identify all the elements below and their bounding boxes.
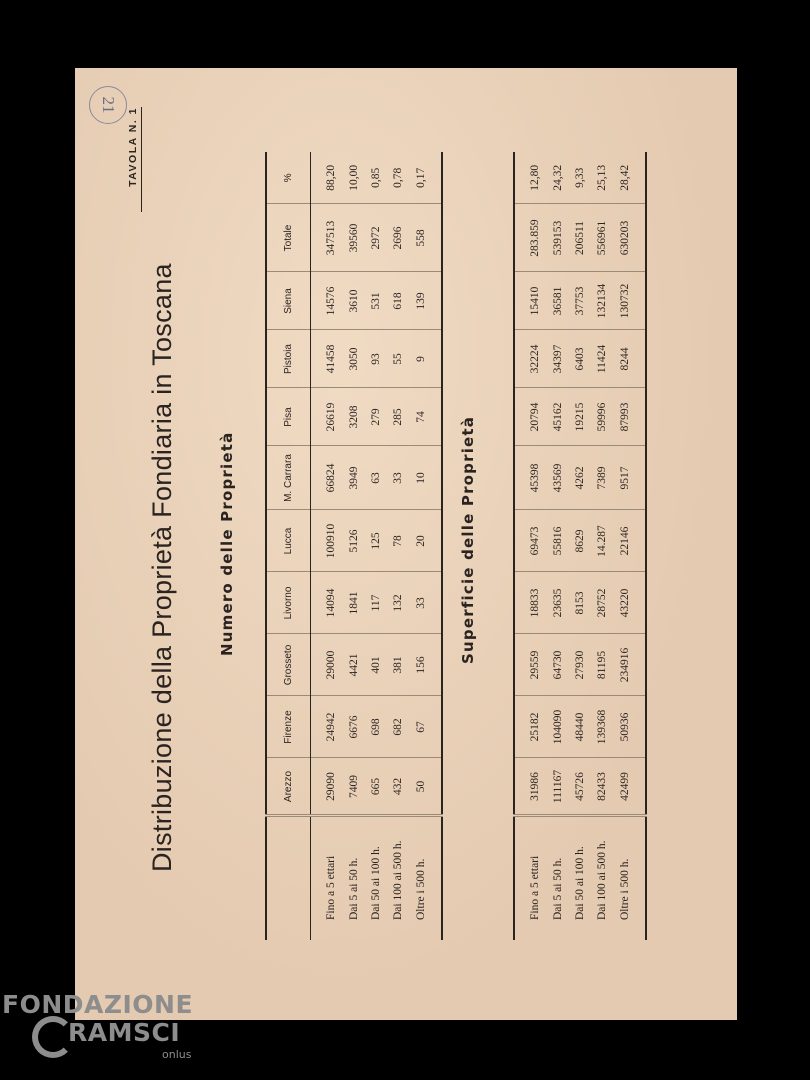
- fondazione-gramsci-logo: [0, 990, 200, 1070]
- table-cell: 34397: [547, 330, 569, 388]
- table-row: [311, 152, 344, 940]
- table-cell: 665: [365, 758, 387, 816]
- table-cell: 206511: [569, 204, 591, 272]
- table-cell: 347513: [311, 204, 344, 272]
- table-cell: 381: [387, 634, 409, 696]
- table-cell: 8629: [569, 510, 591, 572]
- table-cell: 0,17: [409, 152, 442, 204]
- table-cell: 25,13: [591, 152, 613, 204]
- table-cell: 4421: [343, 634, 365, 696]
- table-cell: 50: [409, 758, 442, 816]
- table-cell: 59996: [591, 388, 613, 446]
- archive-stamp: 21: [89, 86, 127, 124]
- column-header: Lucca: [266, 510, 311, 572]
- table-cell: 37753: [569, 272, 591, 330]
- column-header: [266, 816, 311, 940]
- table-row: [613, 152, 646, 940]
- column-header: %: [266, 152, 311, 204]
- table-cell: 279: [365, 388, 387, 446]
- table-row: [409, 152, 442, 940]
- page-title: Distribuzione della Proprietà Fondiaria in Toscana: [147, 263, 177, 872]
- table-cell: 10,00: [343, 152, 365, 204]
- table-cell: 6403: [569, 330, 591, 388]
- table-cell: 20: [409, 510, 442, 572]
- table-cell: 132134: [591, 272, 613, 330]
- table-cell: 28752: [591, 572, 613, 634]
- table-cell: 45162: [547, 388, 569, 446]
- row-label: Oltre i 500 h.: [415, 858, 427, 920]
- table-cell: 234916: [613, 634, 646, 696]
- table-cell: 88,20: [311, 152, 344, 204]
- table-cell: 283.859: [514, 204, 547, 272]
- column-header: Firenze: [266, 696, 311, 758]
- table-cell: 55: [387, 330, 409, 388]
- table-cell: 130732: [613, 272, 646, 330]
- logo-line1: FONDAZIONE: [2, 990, 194, 1019]
- table-cell: 100910: [311, 510, 344, 572]
- table-cell: 104090: [547, 696, 569, 758]
- table-cell: 1841: [343, 572, 365, 634]
- table-cell: 9,33: [569, 152, 591, 204]
- row-label: Dai 5 ai 50 h.: [348, 857, 360, 920]
- table-cell: 24942: [311, 696, 344, 758]
- table-cell: 41458: [311, 330, 344, 388]
- table-cell: 78: [387, 510, 409, 572]
- table-cell: 7389: [591, 446, 613, 510]
- table-cell: 558: [409, 204, 442, 272]
- table-cell: 125: [365, 510, 387, 572]
- table-cell: 630203: [613, 204, 646, 272]
- table-cell: 22146: [613, 510, 646, 572]
- table-cell: 36581: [547, 272, 569, 330]
- table-number: TAVOLA N. 1: [127, 107, 142, 212]
- table-cell: 556961: [591, 204, 613, 272]
- table-cell: 139368: [591, 696, 613, 758]
- table-cell: 67: [409, 696, 442, 758]
- table-cell: 285: [387, 388, 409, 446]
- table-cell: 14.287: [591, 510, 613, 572]
- column-header: Pisa: [266, 388, 311, 446]
- logo-onlus: onlus: [162, 1048, 192, 1061]
- table-cell: 8244: [613, 330, 646, 388]
- table-cell: 401: [365, 634, 387, 696]
- table-cell: 10: [409, 446, 442, 510]
- table-cell: 7409: [343, 758, 365, 816]
- table-cell: 82433: [591, 758, 613, 816]
- table-cell: 18833: [514, 572, 547, 634]
- table-row: [514, 152, 547, 940]
- table-cell: 0,85: [365, 152, 387, 204]
- table-cell: 45726: [569, 758, 591, 816]
- table-superficie: [513, 152, 647, 940]
- column-header: Pistoia: [266, 330, 311, 388]
- table-cell: 531: [365, 272, 387, 330]
- table-cell: 23635: [547, 572, 569, 634]
- table-cell: 6676: [343, 696, 365, 758]
- table-cell: 618: [387, 272, 409, 330]
- table-cell: 156: [409, 634, 442, 696]
- table-cell: 8153: [569, 572, 591, 634]
- column-header: Grosseto: [266, 634, 311, 696]
- row-label: Dai 50 ai 100 h.: [574, 846, 586, 920]
- table-cell: 3949: [343, 446, 365, 510]
- table-cell: 43220: [613, 572, 646, 634]
- table-cell: 139: [409, 272, 442, 330]
- table-cell: 69473: [514, 510, 547, 572]
- table-row: [569, 152, 591, 940]
- row-label: Dai 5 ai 50 h.: [552, 857, 564, 920]
- table-cell: 63: [365, 446, 387, 510]
- table-cell: 32224: [514, 330, 547, 388]
- table-cell: 42499: [613, 758, 646, 816]
- table-cell: 111167: [547, 758, 569, 816]
- logo-line2: RAMSCI: [68, 1018, 181, 1047]
- table-cell: 9: [409, 330, 442, 388]
- table-cell: 9517: [613, 446, 646, 510]
- row-label: Fino a 5 ettari: [529, 855, 541, 920]
- table-cell: 24,32: [547, 152, 569, 204]
- table-cell: 26619: [311, 388, 344, 446]
- table-numero: [265, 152, 443, 940]
- column-header: Arezzo: [266, 758, 311, 816]
- table-cell: 3050: [343, 330, 365, 388]
- table-cell: 45398: [514, 446, 547, 510]
- table-cell: 12,80: [514, 152, 547, 204]
- table-cell: 74: [409, 388, 442, 446]
- table-cell: 33: [409, 572, 442, 634]
- table-cell: 33: [387, 446, 409, 510]
- column-header: Totale: [266, 204, 311, 272]
- table-cell: 50936: [613, 696, 646, 758]
- table-row: [547, 152, 569, 940]
- table-cell: 2972: [365, 204, 387, 272]
- row-label: Dai 100 ai 500 h.: [596, 840, 608, 920]
- table-cell: 132: [387, 572, 409, 634]
- table-cell: 29090: [311, 758, 344, 816]
- table-cell: 28,42: [613, 152, 646, 204]
- table-cell: 4262: [569, 446, 591, 510]
- table-cell: 14094: [311, 572, 344, 634]
- table-cell: 117: [365, 572, 387, 634]
- column-header: Livorno: [266, 572, 311, 634]
- table-cell: 93: [365, 330, 387, 388]
- table-header-row: [266, 152, 311, 940]
- table-row: [387, 152, 409, 940]
- column-header: Siena: [266, 272, 311, 330]
- table-cell: 27930: [569, 634, 591, 696]
- section-title-numero: Numero delle Proprietà: [218, 431, 236, 656]
- row-label: Dai 100 ai 500 h.: [392, 840, 404, 920]
- table-cell: 2696: [387, 204, 409, 272]
- table-cell: 432: [387, 758, 409, 816]
- row-label: Fino a 5 ettari: [325, 855, 337, 920]
- table-cell: 29000: [311, 634, 344, 696]
- table-cell: 55816: [547, 510, 569, 572]
- table-cell: 29559: [514, 634, 547, 696]
- section-title-superficie: Superficie delle Proprietà: [459, 415, 477, 664]
- table-cell: 87993: [613, 388, 646, 446]
- table-row: [365, 152, 387, 940]
- table-cell: 19215: [569, 388, 591, 446]
- table-cell: 25182: [514, 696, 547, 758]
- table-row: [343, 152, 365, 940]
- table-cell: 64730: [547, 634, 569, 696]
- table-cell: 682: [387, 696, 409, 758]
- table-cell: 3208: [343, 388, 365, 446]
- table-cell: 539153: [547, 204, 569, 272]
- table-cell: 39560: [343, 204, 365, 272]
- table-cell: 5126: [343, 510, 365, 572]
- table-cell: 698: [365, 696, 387, 758]
- table-cell: 48440: [569, 696, 591, 758]
- rotated-content: [75, 68, 737, 1020]
- table-cell: 31986: [514, 758, 547, 816]
- table-cell: 20794: [514, 388, 547, 446]
- table-cell: 43569: [547, 446, 569, 510]
- column-header: M. Carrara: [266, 446, 311, 510]
- row-label: Dai 50 ai 100 h.: [370, 846, 382, 920]
- table-cell: 14576: [311, 272, 344, 330]
- table-row: [591, 152, 613, 940]
- table-cell: 0,78: [387, 152, 409, 204]
- table-cell: 66824: [311, 446, 344, 510]
- table-cell: 3610: [343, 272, 365, 330]
- table-cell: 81195: [591, 634, 613, 696]
- table-cell: 11424: [591, 330, 613, 388]
- row-label: Oltre i 500 h.: [619, 858, 631, 920]
- table-cell: 15410: [514, 272, 547, 330]
